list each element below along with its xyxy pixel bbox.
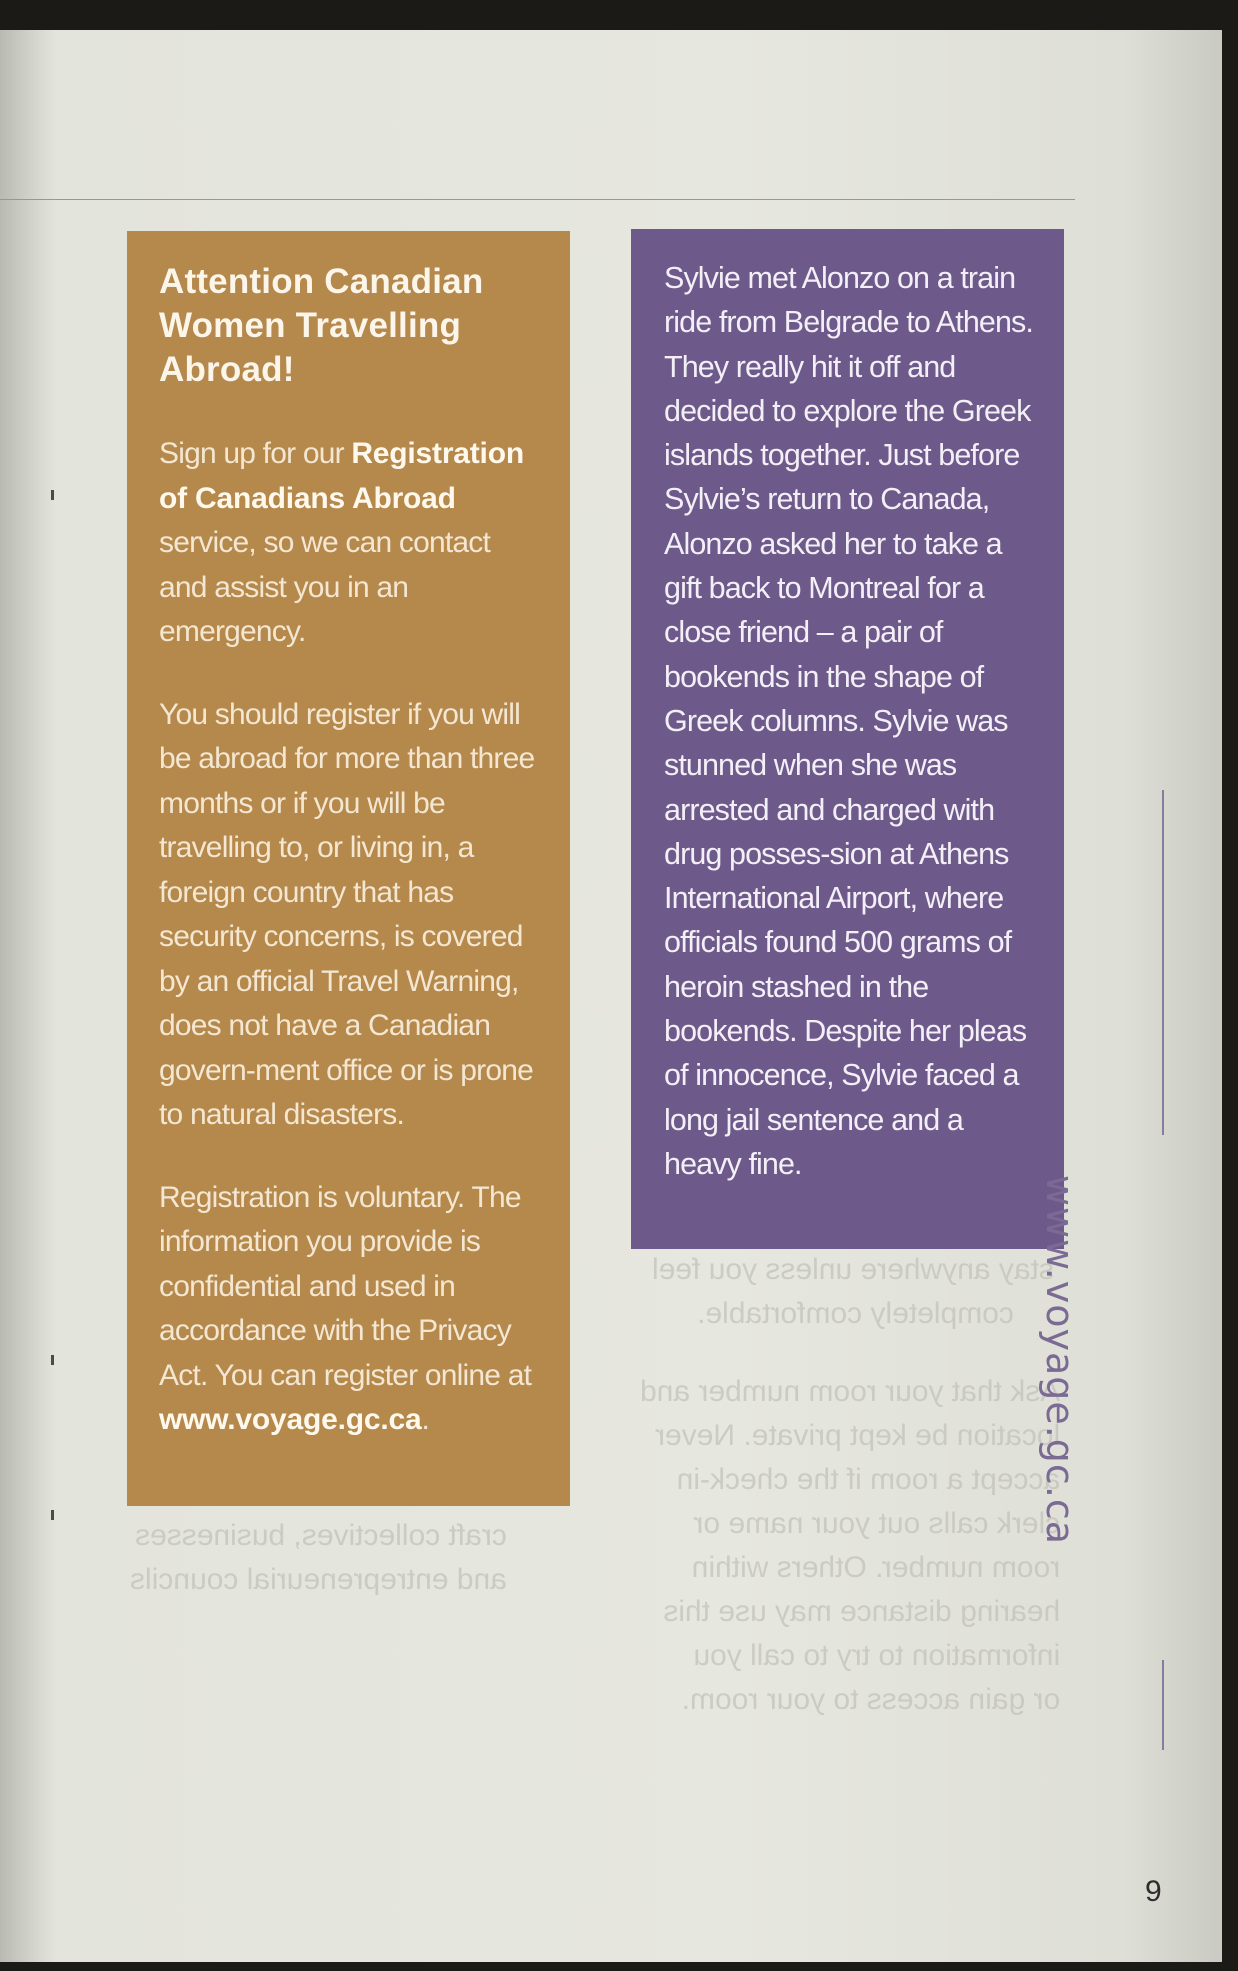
privacy-period: .	[421, 1403, 430, 1436]
eligibility-paragraph: You should register if you will be abroad for more than three months or if you will be travelling to, or living in, a foreign country that has security concerns, is covered by an official Travel Warning, does not have a Canadian govern-ment office or is prone to natural disasters.	[159, 697, 535, 1131]
story-box	[631, 229, 1064, 1249]
page-spine	[0, 30, 55, 1962]
privacy-text: Registration is voluntary. The information you provide is confidential and used in accordance with the Privacy Act. You can register online at	[159, 1180, 532, 1392]
binding-mark	[51, 1355, 54, 1365]
voyage-link[interactable]: www.voyage.gc.ca	[159, 1403, 422, 1436]
booklet-page	[0, 30, 1222, 1962]
sidebar-rule-top	[1162, 790, 1164, 1135]
registration-intro: Sign up for our	[159, 437, 352, 470]
attention-box	[127, 231, 570, 1506]
registration-paragraph	[159, 432, 540, 655]
privacy-paragraph	[159, 1176, 540, 1443]
show-through-text: Ask that your room number and location be kept private. Never accept a room if the check-in clerk calls out your name or room number. Others within hearing distance may use this information to try to call you or gain access to your room.	[640, 1375, 1061, 1716]
sidebar-rule-bottom	[1162, 1660, 1164, 1750]
top-rule	[0, 199, 1075, 200]
binding-mark	[51, 490, 54, 500]
show-through-text: stay anywhere unless you feel completely comfortable.	[652, 1253, 1054, 1330]
page-number: 9	[1145, 1875, 1162, 1908]
attention-heading: Attention Canadian Women Travelling Abroad!	[159, 262, 484, 389]
binding-mark	[51, 1510, 54, 1520]
story-text: Sylvie met Alonzo on a train ride from Belgrade to Athens. They really hit it off and decided to explore the Greek islands together. Just before Sylvie’s return to Canada, Alonzo asked her to take a gift back to Montreal for a close friend – a pair of bookends in the shape of Greek columns. Sylvie was stunned when she was arrested and charged with drug posses-sion at Athens International Airport, where officials found 500 grams of heroin stashed in the bookends. Despite her pleas of innocence, Sylvie faced a long jail sentence and a heavy fine.	[664, 261, 1033, 1181]
registration-purpose: service, so we can contact and assist you in an emergency.	[159, 526, 491, 648]
show-through-text: craft collectives, businesses and entrepreneurial councils	[130, 1519, 507, 1596]
registration-service-name: Registration of Canadians Abroad	[159, 437, 524, 515]
sidebar-url: www.voyage.gc.ca	[1038, 1174, 1082, 1546]
